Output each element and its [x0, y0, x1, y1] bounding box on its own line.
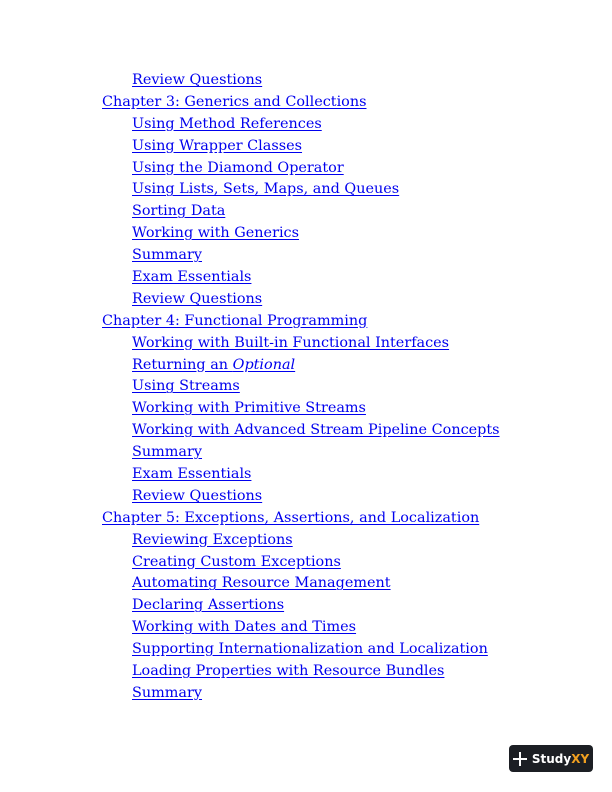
toc-section-link[interactable] — [0, 595, 612, 617]
toc-entry-text: Working with Dates and Times — [132, 619, 357, 636]
toc-entry-text: Chapter 3: Generics and Collections — [102, 93, 367, 110]
toc-entry-text: Loading Properties with Resource Bundles — [132, 663, 445, 680]
toc-section-link[interactable] — [0, 355, 612, 377]
toc-entry-text: Returning an — [132, 356, 233, 373]
toc-section-link[interactable] — [0, 442, 612, 464]
toc-section-link[interactable] — [0, 420, 612, 442]
toc-section-link[interactable] — [0, 398, 612, 420]
toc-entry-text: Automating Resource Management — [132, 575, 391, 592]
toc-entry-text: Working with Generics — [132, 225, 300, 242]
toc-entry-text: Declaring Assertions — [132, 597, 285, 614]
toc-section-link[interactable] — [0, 486, 612, 508]
toc-entry-text: Using Lists, Sets, Maps, and Queues — [132, 181, 400, 198]
studyxy-watermark-badge — [509, 745, 593, 772]
toc-section-link[interactable] — [0, 617, 612, 639]
toc-entry-text: Exam Essentials — [132, 466, 252, 483]
toc-entry-text: Review Questions — [132, 72, 263, 88]
plus-icon — [513, 752, 527, 766]
toc-section-link[interactable] — [0, 639, 612, 661]
toc-chapter-link[interactable] — [0, 508, 612, 530]
table-of-contents — [0, 70, 612, 705]
toc-section-link[interactable] — [0, 201, 612, 223]
toc-section-link[interactable] — [0, 289, 612, 311]
toc-section-link[interactable] — [0, 267, 612, 289]
toc-section-link[interactable] — [0, 158, 612, 180]
toc-entry-text: Exam Essentials — [132, 269, 252, 286]
toc-entry-text: Working with Built-in Functional Interfaces — [132, 334, 450, 351]
toc-entry-text: Summary — [132, 247, 203, 264]
toc-section-link[interactable] — [0, 70, 612, 92]
toc-entry-text: Using Wrapper Classes — [132, 137, 303, 154]
toc-entry-text: Using the Diamond Operator — [132, 159, 344, 176]
toc-section-link[interactable] — [0, 464, 612, 486]
toc-section-link[interactable] — [0, 136, 612, 158]
toc-entry-text: Using Streams — [132, 378, 240, 395]
watermark-brand: StudyXY — [531, 751, 590, 766]
toc-entry-text: Creating Custom Exceptions — [132, 553, 341, 570]
toc-entry-text: Chapter 5: Exceptions, Assertions, and Localization — [102, 509, 480, 526]
toc-entry-text: Supporting Internationalization and Localization — [132, 641, 488, 658]
toc-entry-text: Review Questions — [132, 290, 263, 307]
toc-section-link[interactable] — [0, 683, 612, 705]
toc-entry-text: Chapter 4: Functional Programming — [102, 312, 368, 329]
toc-entry-text: Summary — [132, 684, 203, 701]
toc-chapter-link[interactable] — [0, 311, 612, 333]
toc-entry-text: Sorting Data — [132, 203, 226, 220]
toc-entry-text: Working with Primitive Streams — [132, 400, 366, 417]
toc-section-link[interactable] — [0, 179, 612, 201]
toc-entry-italic-text: Optional — [232, 356, 296, 373]
toc-section-link[interactable] — [0, 333, 612, 355]
toc-section-link[interactable] — [0, 114, 612, 136]
toc-section-link[interactable] — [0, 376, 612, 398]
toc-chapter-link[interactable] — [0, 92, 612, 114]
toc-section-link[interactable] — [0, 661, 612, 683]
toc-section-link[interactable] — [0, 245, 612, 267]
toc-section-link[interactable] — [0, 552, 612, 574]
toc-entry-text: Using Method References — [132, 115, 322, 132]
toc-section-link[interactable] — [0, 573, 612, 595]
toc-entry-text: Working with Advanced Stream Pipeline Concepts — [132, 422, 500, 439]
toc-entry-text: Review Questions — [132, 487, 263, 504]
toc-entry-text: Reviewing Exceptions — [132, 531, 293, 548]
toc-section-link[interactable] — [0, 530, 612, 552]
toc-section-link[interactable] — [0, 223, 612, 245]
toc-entry-text: Summary — [132, 444, 203, 461]
